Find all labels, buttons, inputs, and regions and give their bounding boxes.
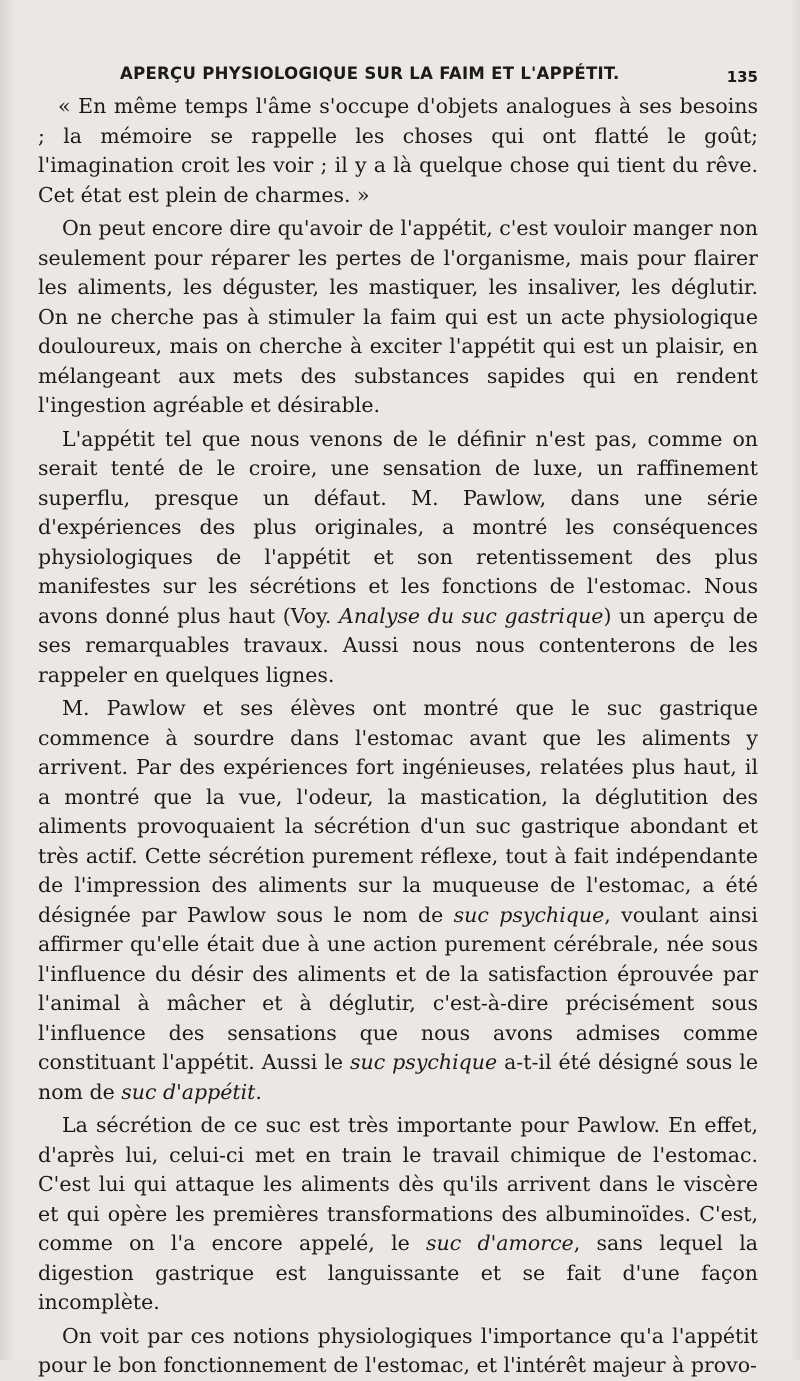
text-run: . bbox=[255, 1079, 262, 1104]
text-run: La sécrétion de ce suc est très importante pour Pawlow. En effet, d'après lui, celui-ci met en train le travail chimique de l'estomac. C'est lui qui attaque les aliments dès qu'ils arrivent dans le viscère et qui opère les premières transformations des albuminoïdes. C'est, comme on l'a encore appelé, le bbox=[38, 1113, 758, 1255]
text-run: , sans lequel la digestion gastrique est languissante et se fait d'une façon incomplète. bbox=[38, 1231, 758, 1314]
italic-term: Analyse du suc gastrique bbox=[339, 603, 604, 628]
italic-term: suc psychique bbox=[350, 1050, 498, 1074]
italic-term: suc d'amorce bbox=[426, 1231, 574, 1255]
italic-term: suc psychique bbox=[453, 902, 605, 927]
body-text bbox=[38, 92, 758, 1381]
text-run: M. Pawlow et ses élèves ont montré que le suc gastrique commence à sourdre dans l'estomac avant que les aliments y arrivent. Par des expériences fort ingénieuses, relatées plus haut, il a montré que la vue, l'odeur, la mastication, la déglutition des aliments provoquaient la sécrétion d'un suc gastrique abondant et très actif. Cette sécrétion purement réflexe, tout à fait indépendante de l'impression des aliments sur la muqueuse de l'estomac, a été désignée par Pawlow sous le nom de bbox=[38, 696, 758, 927]
page-number: 135 bbox=[726, 68, 758, 86]
text-run: On voit par ces notions physiologiques l'importance qu'a l'appétit pour le bon fonctionnement de l'estomac, et l'intérêt majeur à provo- bbox=[38, 1323, 758, 1377]
text-run: L'appétit tel que nous venons de le définir n'est pas, comme on serait tenté de le croire, une sensation de luxe, un raffinement superflu, presque un défaut. M. Pawlow, dans une série d'expériences des plus originales, a montré les conséquences physiologiques de l'appétit et son retentissement des plus manifestes sur les sécrétions et les fonctions de l'estomac. Nous avons donné plus haut (Voy. bbox=[38, 426, 758, 628]
text-run: « En même temps l'âme s'occupe d'objets analogues à ses besoins ; la mémoire se rappelle les choses qui ont flatté le goût; l'imagination croit les voir ; il y a là quelque chose qui tient du rêve. Cet état est plein de charmes. » bbox=[38, 94, 758, 207]
text-run: , voulant ainsi affirmer qu'elle était due à une action purement cérébrale, née sous l'influence du désir des aliments et de la satisfaction éprouvée par l'animal à mâcher et à déglutir, c'est-à-dire précisément sous l'influence des sensations que nous avons admises comme constituant l'appétit. Aussi le bbox=[38, 902, 758, 1074]
running-header bbox=[38, 58, 758, 92]
text-run: ) un aperçu de ses remarquables travaux. Aussi nous nous contenterons de les rappeler en quelques lignes. bbox=[38, 603, 759, 687]
paragraph bbox=[38, 92, 758, 210]
paragraph bbox=[38, 1322, 758, 1381]
paragraph bbox=[38, 1111, 758, 1318]
italic-term: suc d'appétit bbox=[121, 1079, 256, 1104]
paragraph bbox=[38, 694, 758, 1107]
text-run: On peut encore dire qu'avoir de l'appétit, c'est vouloir manger non seulement pour réparer les pertes de l'organisme, mais pour flairer les aliments, les déguster, les mastiquer, les insaliver, les déglutir. On ne cherche pas à stimuler la faim qui est un acte physiologique douloureux, mais on cherche à exciter l'appétit qui est un plaisir, en mélangeant aux mets des substances sapides qui en rendent l'ingestion agréable et désirable. bbox=[38, 216, 758, 417]
paragraph bbox=[38, 425, 758, 691]
paragraph bbox=[38, 214, 758, 421]
text-run: a-t-il été désigné sous le nom de bbox=[38, 1050, 758, 1104]
running-title: APERÇU PHYSIOLOGIQUE SUR LA FAIM ET L'APPÉTIT. bbox=[120, 64, 620, 83]
